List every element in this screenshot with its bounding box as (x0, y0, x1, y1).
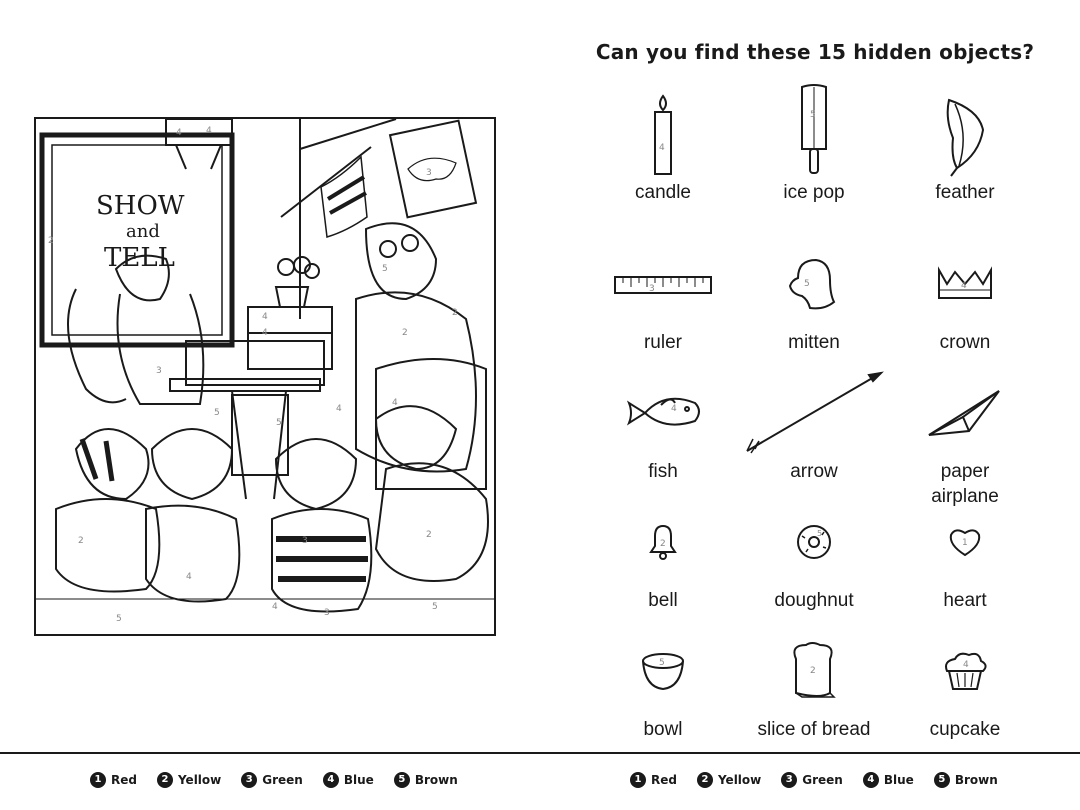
color-key-item (394, 772, 458, 788)
color-key-item (241, 772, 303, 788)
crown-icon (935, 264, 995, 304)
cupcake-color-number: 4 (963, 660, 969, 670)
svg-text:3: 3 (302, 536, 308, 546)
object-bell (588, 496, 738, 613)
bread-color-number: 2 (810, 666, 816, 676)
mitten-icon (784, 254, 844, 314)
svg-text:4: 4 (336, 404, 342, 414)
fish-color-number: 4 (671, 404, 677, 414)
key-color-name: Blue (343, 773, 374, 787)
doughnut-color-number: 5 (817, 529, 823, 538)
bell-icon (648, 522, 678, 562)
svg-text:3: 3 (324, 608, 330, 618)
color-key-item (863, 772, 914, 788)
svg-text:5: 5 (214, 408, 220, 418)
heart-icon (947, 525, 983, 559)
object-label: feather (935, 182, 995, 203)
doughnut-icon (794, 522, 834, 562)
object-ruler (588, 238, 738, 355)
color-key-item (697, 772, 761, 788)
object-ice-pop (739, 82, 889, 205)
chalkboard-sign (96, 193, 206, 271)
ruler-icon (613, 269, 713, 299)
svg-text:5: 5 (116, 614, 122, 624)
object-slice-of-bread (739, 625, 889, 742)
object-paper-airplane (890, 367, 1040, 509)
footer-divider (0, 752, 1080, 754)
color-key-item (323, 772, 374, 788)
color-key-item (90, 772, 137, 788)
key-number-badge: 4 (323, 772, 339, 788)
sign-line-1: SHOW (96, 191, 185, 221)
key-color-name: Red (651, 773, 677, 787)
object-candle (588, 88, 738, 205)
key-color-name: Red (111, 773, 137, 787)
feather-icon (937, 90, 993, 178)
object-label: bell (648, 590, 678, 611)
svg-text:5: 5 (432, 602, 438, 612)
svg-text:2: 2 (452, 308, 458, 318)
svg-text:2: 2 (78, 536, 84, 546)
object-label: crown (939, 332, 991, 353)
svg-text:5: 5 (276, 418, 282, 428)
key-number-badge: 5 (934, 772, 950, 788)
candle-color-number: 4 (659, 143, 665, 153)
cupcake-icon (941, 649, 989, 693)
svg-text:4: 4 (206, 126, 212, 136)
key-color-name: Yellow (177, 773, 222, 787)
bowl-icon (639, 649, 687, 693)
svg-text:5: 5 (382, 264, 388, 274)
key-number-badge: 2 (697, 772, 713, 788)
key-color-name: Yellow (717, 773, 762, 787)
svg-text:4: 4 (262, 328, 268, 338)
svg-text:4: 4 (176, 128, 182, 138)
object-label: doughnut (774, 590, 854, 611)
key-color-name: Brown (954, 773, 998, 787)
color-key-item (157, 772, 221, 788)
svg-text:2: 2 (48, 236, 54, 246)
object-label: ice pop (783, 182, 845, 203)
key-number-badge: 3 (781, 772, 797, 788)
color-key-left (90, 772, 458, 788)
key-color-name: Blue (883, 773, 914, 787)
crown-color-number: 4 (961, 281, 967, 291)
object-label: slice of bread (757, 719, 871, 740)
color-key-item (934, 772, 998, 788)
key-number-badge: 4 (863, 772, 879, 788)
object-label: ruler (643, 332, 682, 353)
object-label: paper airplane (931, 461, 999, 507)
arrow-icon (739, 367, 889, 459)
svg-text:4: 4 (186, 572, 192, 582)
ruler-color-number: 3 (649, 284, 655, 294)
svg-text:4: 4 (272, 602, 278, 612)
object-label: arrow (790, 461, 838, 482)
svg-text:4: 4 (392, 398, 398, 408)
svg-text:2: 2 (426, 530, 432, 540)
mitten-color-number: 5 (804, 279, 810, 289)
key-color-name: Green (802, 773, 843, 787)
svg-text:3: 3 (156, 366, 162, 376)
fish-icon (621, 385, 705, 441)
color-key-item (781, 772, 843, 788)
color-key-item (630, 772, 677, 788)
ice-pop-color-number: 5 (810, 110, 816, 120)
sign-line-3: TELL (104, 243, 175, 273)
object-bowl (588, 625, 738, 742)
key-color-name: Green (262, 773, 303, 787)
object-label: fish (648, 461, 678, 482)
svg-text:3: 3 (426, 168, 432, 178)
hidden-objects-scene (34, 117, 496, 636)
svg-text:4: 4 (262, 312, 268, 322)
object-fish (588, 367, 738, 484)
object-label: bowl (643, 719, 683, 740)
heart-color-number: 1 (962, 538, 968, 548)
bell-color-number: 2 (660, 539, 666, 549)
bread-icon (782, 639, 846, 703)
object-label: heart (943, 590, 987, 611)
page-title: Can you find these 15 hidden objects? (595, 40, 1035, 64)
sign-line-2: and (126, 221, 160, 242)
key-number-badge: 3 (241, 772, 257, 788)
key-number-badge: 5 (394, 772, 410, 788)
key-number-badge: 2 (157, 772, 173, 788)
object-arrow (739, 367, 889, 484)
object-feather (890, 88, 1040, 205)
ice-pop-icon (794, 83, 834, 179)
color-key-right (630, 772, 998, 788)
object-mitten (739, 238, 889, 355)
object-label: mitten (788, 332, 840, 353)
key-number-badge: 1 (630, 772, 646, 788)
object-label: candle (635, 182, 691, 203)
object-crown (890, 238, 1040, 355)
candle-icon (643, 90, 683, 178)
key-number-badge: 1 (90, 772, 106, 788)
object-cupcake (890, 625, 1040, 742)
key-color-name: Brown (414, 773, 458, 787)
paper-airplane-icon (925, 383, 1005, 443)
object-doughnut (739, 496, 889, 613)
object-label: cupcake (929, 719, 1001, 740)
object-heart (890, 496, 1040, 613)
svg-text:2: 2 (402, 328, 408, 338)
bowl-color-number: 5 (659, 658, 665, 668)
